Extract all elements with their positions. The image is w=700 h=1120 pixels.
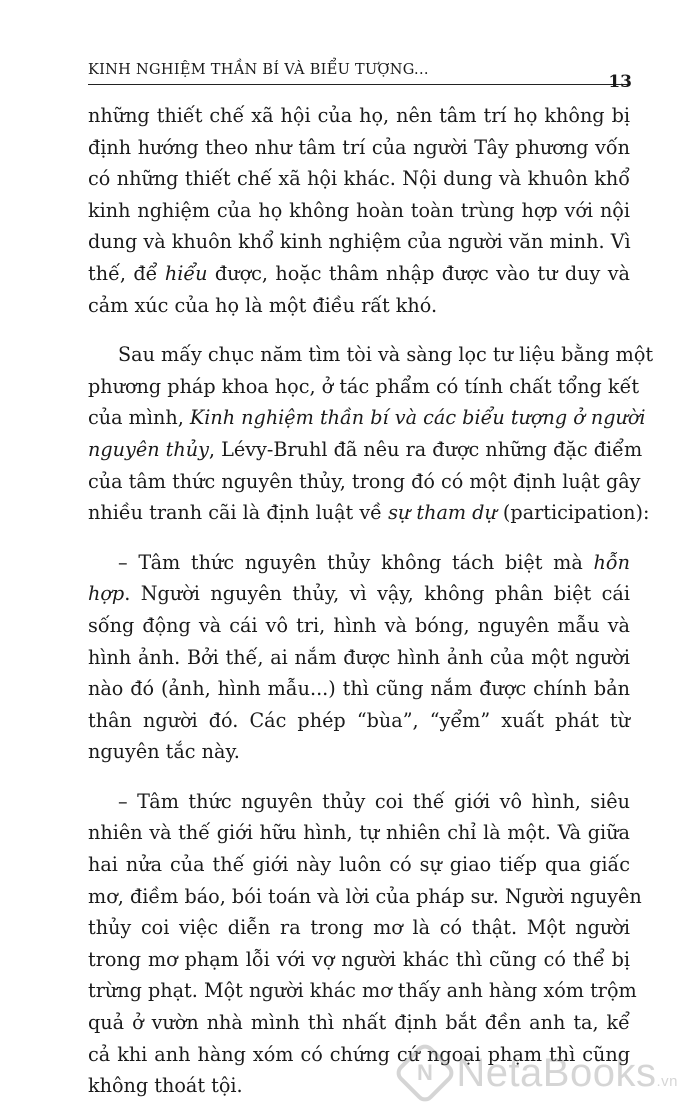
text-run: Sau mấy chục năm tìm tòi và sàng lọc tư liệu bằng một — [118, 343, 654, 367]
text-line — [88, 132, 630, 164]
text-line — [88, 497, 650, 529]
text-run: kinh nghiệm của họ không hoàn toàn trùng hợp với nội — [88, 198, 630, 222]
text-run: . Người nguyên thủy, vì vậy, không phân biệt cái — [124, 582, 630, 606]
watermark — [402, 1050, 678, 1096]
text-run: nguyên tắc này. — [88, 740, 240, 764]
text-line — [88, 642, 630, 674]
text-line — [88, 1007, 630, 1039]
text-line — [88, 339, 654, 371]
italic-text: sự tham dự — [388, 501, 497, 525]
text-run: cảm xúc của họ là một điều rất khó. — [88, 293, 438, 317]
text-line — [88, 195, 630, 227]
text-line — [88, 849, 630, 881]
text-line — [88, 673, 630, 705]
text-line — [88, 817, 630, 849]
body-text — [88, 100, 654, 1102]
text-line — [88, 100, 630, 132]
text-run: những thiết chế xã hội của họ, nên tâm trí họ không bị — [88, 104, 630, 127]
running-header — [88, 60, 632, 92]
text-line — [88, 434, 643, 466]
text-run: , Lévy-Bruhl đã nêu ra được những đặc điểm — [208, 437, 643, 461]
netabooks-logo-icon: N — [393, 1040, 458, 1105]
text-run: hình ảnh. Bởi thế, ai nắm được hình ảnh của một người — [88, 645, 630, 669]
italic-text: hỗn — [593, 550, 630, 574]
page-number: 13 — [608, 72, 632, 92]
text-line — [88, 975, 637, 1007]
italic-text: nguyên thủy — [88, 437, 209, 461]
text-run: mơ, điềm báo, bói toán và lời của pháp sư. Người nguyên — [88, 884, 642, 908]
text-line — [88, 258, 630, 290]
text-run: dung và khuôn khổ kinh nghiệm của người văn minh. Vì — [88, 230, 631, 254]
text-line — [88, 547, 630, 579]
text-run: không thoát tội. — [88, 1074, 243, 1098]
text-line — [88, 912, 630, 944]
text-line — [88, 402, 646, 434]
text-run: nhiều tranh cãi là định luật về — [88, 501, 389, 525]
paragraph-gap — [88, 768, 630, 786]
text-line — [88, 290, 630, 322]
text-run: quả ở vườn nhà mình thì nhất định bắt đền anh ta, kể — [88, 1011, 630, 1035]
text-run: – Tâm thức nguyên thủy không tách biệt mà — [118, 550, 594, 574]
text-line — [88, 578, 630, 610]
paragraph-gap — [88, 529, 630, 547]
text-line — [88, 610, 630, 642]
text-run: thủy coi việc diễn ra trong mơ là có thật. Một người — [88, 916, 630, 940]
paragraph — [88, 100, 630, 321]
text-line — [88, 163, 630, 195]
text-line — [88, 944, 630, 976]
text-run: nào đó (ảnh, hình mẫu...) thì cũng nắm được chính bản — [88, 677, 630, 701]
text-run: thân người đó. Các phép “bùa”, “yểm” xuất phát từ — [88, 708, 630, 732]
text-line — [88, 466, 641, 498]
text-run: của mình, — [88, 406, 190, 430]
paragraph — [88, 547, 630, 768]
italic-text: hợp — [88, 582, 125, 606]
text-line — [88, 705, 630, 737]
italic-text: hiểu — [164, 261, 208, 285]
running-title: KINH NGHIỆM THẦN BÍ VÀ BIỂU TƯỢNG... — [88, 62, 429, 78]
paragraph — [88, 339, 654, 529]
text-run: phương pháp khoa học, ở tác phẩm có tính chất tổng kết — [88, 374, 640, 398]
text-line — [88, 371, 640, 403]
text-line — [88, 226, 630, 258]
text-run: (participation): — [496, 501, 650, 525]
text-run: có những thiết chế xã hội khác. Nội dung và khuôn khổ — [88, 167, 630, 191]
text-run: được, hoặc thâm nhập được vào tư duy và — [207, 261, 630, 285]
text-run: của tâm thức nguyên thủy, trong đó có một định luật gây — [88, 469, 641, 493]
italic-text: Kinh nghiệm thần bí và các biểu tượng ở người — [189, 406, 646, 430]
text-run: cả khi anh hàng xóm có chứng cứ ngoại phạm thì cũng — [88, 1042, 630, 1066]
text-line — [88, 736, 630, 768]
text-line — [88, 881, 642, 913]
text-run: nhiên và thế giới hữu hình, tự nhiên chỉ là một. Và giữa — [88, 821, 630, 845]
text-run: – Tâm thức nguyên thủy coi thế giới vô hình, siêu — [118, 789, 630, 813]
text-run: hai nửa của thế giới này luôn có sự giao tiếp qua giấc — [88, 853, 630, 877]
text-run: trừng phạt. Một người khác mơ thấy anh hàng xóm trộm — [88, 979, 637, 1003]
text-run: trong mơ phạm lỗi với vợ người khác thì cũng có thể bị — [88, 947, 630, 971]
paragraph-gap — [88, 321, 630, 339]
text-line — [88, 786, 630, 818]
text-run: định hướng theo như tâm trí của người Tây phương vốn — [88, 135, 630, 159]
text-run: sống động và cái vô tri, hình và bóng, nguyên mẫu và — [88, 613, 630, 637]
text-run: thế, để — [88, 261, 165, 285]
watermark-text: NetaBooks.vn — [456, 1050, 678, 1095]
